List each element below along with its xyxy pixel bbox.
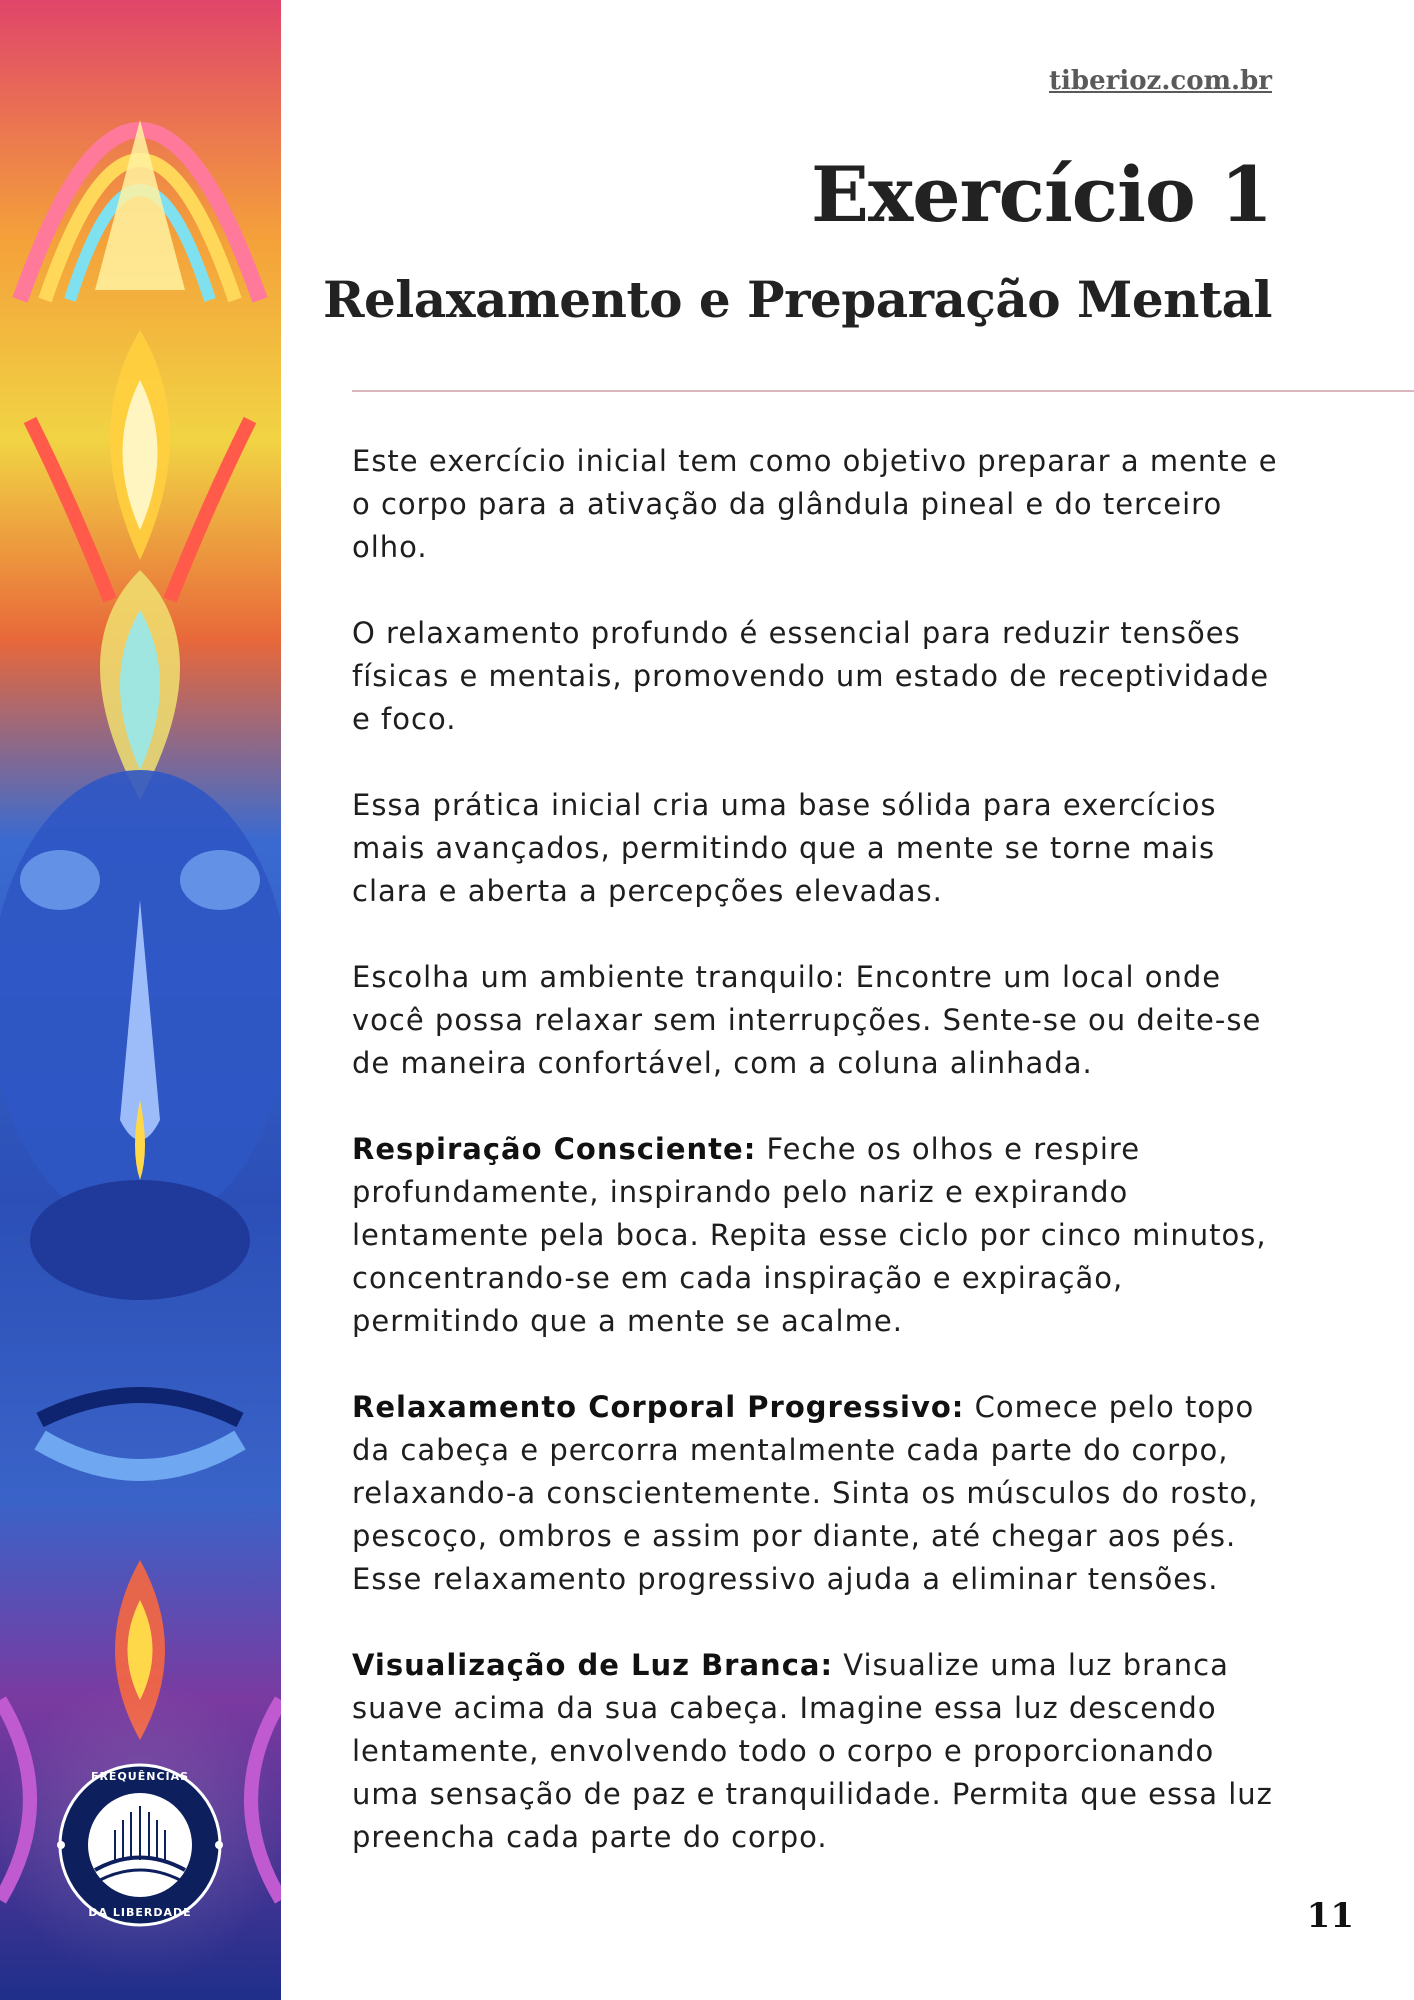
paragraph-lead: Respiração Consciente:	[352, 1132, 757, 1166]
page-subtitle: Relaxamento e Preparação Mental	[322, 270, 1272, 329]
paragraph	[352, 956, 1282, 1085]
paragraph-text: Essa prática inicial cria uma base sólida para exercícios mais avançados, permitindo que a mente se torne mais clara e aberta a percepções elevadas.	[352, 788, 1217, 908]
paragraph	[352, 1386, 1282, 1601]
brand-logo-emblem	[55, 1760, 225, 1930]
paragraph-text: Visualize uma luz branca suave acima da sua cabeça. Imagine essa luz descendo lentamente, envolvendo todo o corpo e proporcionando uma sensação de paz e tranquilidade. Permita que essa luz preencha cada parte do corpo.	[352, 1648, 1273, 1854]
paragraph	[352, 784, 1282, 913]
paragraph	[352, 1128, 1282, 1343]
page-number: 11	[1306, 1896, 1354, 1936]
paragraph-text: Este exercício inicial tem como objetivo preparar a mente e o corpo para a ativação da glândula pineal e do terceiro olho.	[352, 444, 1278, 564]
paragraph	[352, 1644, 1282, 1859]
paragraph	[352, 440, 1282, 569]
logo-top-text: FREQUÊNCIAS	[90, 1770, 190, 1783]
paragraph-text: O relaxamento profundo é essencial para reduzir tensões físicas e mentais, promovendo um estado de receptividade e foco.	[352, 616, 1270, 736]
logo-bottom-text: DA LIBERDADE	[88, 1906, 192, 1919]
site-link[interactable]: tiberioz.com.br	[1049, 66, 1272, 96]
paragraph-lead: Visualização de Luz Branca:	[352, 1648, 834, 1682]
body-text	[352, 440, 1282, 1902]
decorative-art-panel	[0, 0, 281, 2000]
paragraph-lead: Relaxamento Corporal Progressivo:	[352, 1390, 965, 1424]
psychedelic-face-illustration	[0, 0, 281, 2000]
brand-logo	[55, 1760, 225, 1930]
paragraph-text: Comece pelo topo da cabeça e percorra mentalmente cada parte do corpo, relaxando-a conscientemente. Sinta os músculos do rosto, pescoço, ombros e assim por diante, até chegar aos pés. Esse relaxamento progressivo ajuda a eliminar tensões.	[352, 1390, 1259, 1596]
divider	[352, 390, 1414, 392]
paragraph	[352, 612, 1282, 741]
paragraph-text: Escolha um ambiente tranquilo: Encontre um local onde você possa relaxar sem interrupções. Sente-se ou deite-se de maneira confortável, com a coluna alinhada.	[352, 960, 1262, 1080]
page-title: Exercício 1	[811, 150, 1272, 239]
paragraph-text: Feche os olhos e respire profundamente, inspirando pelo nariz e expirando lentamente pela boca. Repita esse ciclo por cinco minutos, concentrando-se em cada inspiração e expiração, permitindo que a mente se acalme.	[352, 1132, 1267, 1338]
